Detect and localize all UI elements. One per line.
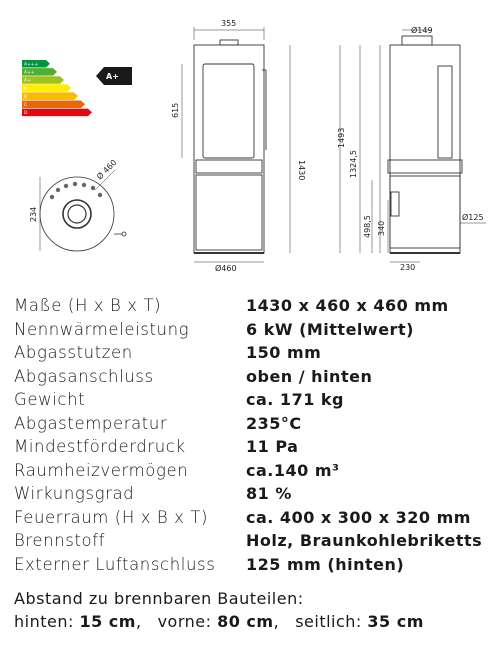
spec-row <box>14 388 494 412</box>
spec-row <box>14 506 494 530</box>
plan-view <box>40 170 126 251</box>
energy-class-bar <box>22 84 71 92</box>
spec-value: Holz, Braunkohlebriketts <box>246 531 483 551</box>
energy-class-label: A+ <box>24 78 31 84</box>
energy-efficiency-label <box>22 60 92 116</box>
height-2-label: 1324,5 <box>349 150 358 178</box>
front-height-label: 615 <box>171 102 180 118</box>
spec-label: Abgastemperatur <box>14 413 168 433</box>
spec-label: Abgasanschluss <box>14 366 154 386</box>
spec-label: Feuerraum (H x B x T) <box>14 507 209 527</box>
energy-class-label: A++ <box>24 70 35 76</box>
spec-table <box>14 294 494 576</box>
base-diameter-label: Ø460 <box>215 264 237 273</box>
fire-distances <box>14 587 494 633</box>
spec-label: Abgasstutzen <box>14 343 133 363</box>
energy-class-label: A <box>24 86 28 92</box>
total-height-label: 1430 <box>297 160 306 181</box>
height-1-label: 1493 <box>337 127 346 148</box>
spec-value: 1430 x 460 x 460 mm <box>246 296 449 316</box>
fire-distances-values <box>14 610 494 633</box>
fire-distances-title: Abstand zu brennbaren Bauteilen: <box>14 589 304 608</box>
spec-label: Mindestförderdruck <box>14 437 186 457</box>
spec-row <box>14 294 494 318</box>
front-view <box>182 27 290 262</box>
spec-row <box>14 529 494 553</box>
energy-class-label: B <box>24 94 28 100</box>
energy-class-label: C <box>24 103 28 108</box>
spec-label: Brennstoff <box>14 531 106 551</box>
depth-label: 230 <box>400 263 416 272</box>
distance-value: 80 cm <box>217 612 274 631</box>
spec-label: Wirkungsgrad <box>14 484 135 504</box>
spec-value: 81 % <box>246 484 292 504</box>
distance-label: hinten: <box>14 612 74 631</box>
distance-separator: , <box>135 612 142 631</box>
energy-class-label: A+++ <box>24 62 39 68</box>
spec-label: Nennwärmeleistung <box>14 319 190 339</box>
spec-label: Maße (H x B x T) <box>14 296 162 316</box>
plan-vent-holes <box>50 182 102 199</box>
energy-rating-arrow <box>96 67 132 85</box>
energy-class-label: D <box>24 111 28 117</box>
spec-row <box>14 318 494 342</box>
energy-rating-text: A+ <box>106 72 119 81</box>
top-diameter-label: Ø149 <box>411 26 433 35</box>
spec-value: 150 mm <box>246 343 322 363</box>
height-3-label: 498,5 <box>363 215 372 238</box>
distance-label: seitlich: <box>295 612 362 631</box>
spec-row <box>14 412 494 436</box>
spec-value: ca.140 m³ <box>246 460 340 480</box>
energy-class-bar <box>22 92 78 100</box>
spec-row <box>14 435 494 459</box>
spec-value: 125 mm (hinten) <box>246 554 405 574</box>
spec-value: ca. 400 x 300 x 320 mm <box>246 507 471 527</box>
spec-label: Gewicht <box>14 390 86 410</box>
spec-row <box>14 341 494 365</box>
energy-class-bar <box>22 109 92 117</box>
spec-row <box>14 459 494 483</box>
spec-value: 235°C <box>246 413 302 433</box>
spec-label: Raumheizvermögen <box>14 460 189 480</box>
spec-value: 6 kW (Mittelwert) <box>246 319 414 339</box>
plan-diameter-label: Ø 460 <box>95 158 119 182</box>
spec-value: ca. 171 kg <box>246 390 344 410</box>
spec-value: 11 Pa <box>246 437 299 457</box>
spec-label: Externer Luftanschluss <box>14 554 216 574</box>
spec-row <box>14 365 494 389</box>
distance-value: 15 cm <box>79 612 136 631</box>
spec-row <box>14 482 494 506</box>
distance-label: vorne: <box>157 612 212 631</box>
stove-technical-drawing <box>0 0 497 280</box>
energy-class-bar <box>22 101 85 109</box>
side-pipe-label: Ø125 <box>462 213 484 222</box>
plan-depth-label: 234 <box>29 206 38 222</box>
distance-separator: , <box>273 612 280 631</box>
spec-row <box>14 553 494 577</box>
distance-value: 35 cm <box>367 612 424 631</box>
side-view <box>340 30 486 262</box>
front-width-label: 355 <box>221 19 237 28</box>
spec-value: oben / hinten <box>246 366 373 386</box>
height-4-label: 340 <box>377 220 386 236</box>
